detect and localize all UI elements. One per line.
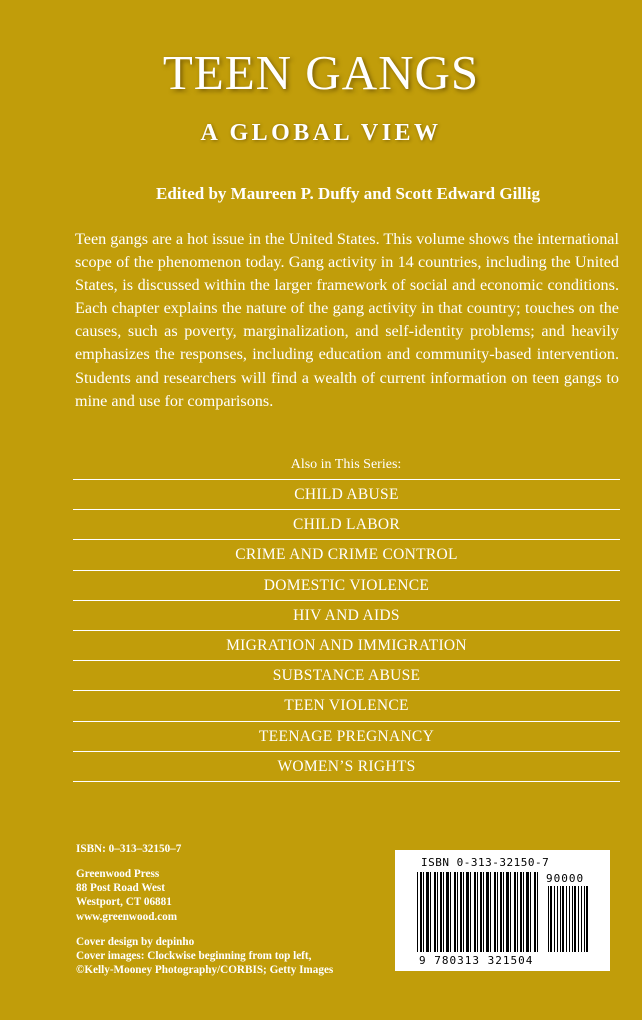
series-list <box>73 479 620 782</box>
series-item: CHILD ABUSE <box>73 480 620 510</box>
series-item: TEENAGE PREGNANCY <box>73 722 620 752</box>
book-title: TEEN GANGS <box>162 45 480 100</box>
series-item: CHILD LABOR <box>73 510 620 540</box>
cover-images-credit-line2: ©Kelly-Mooney Photography/CORBIS; Getty Images <box>76 964 334 977</box>
series-item: SUBSTANCE ABUSE <box>73 661 620 691</box>
cover-design-credit: Cover design by depinho <box>76 936 195 948</box>
ean-barcode-bars <box>417 872 540 952</box>
editors-line: Edited by Maureen P. Duffy and Scott Edward Gillig <box>156 184 540 203</box>
barcode-isbn-label: ISBN 0-313-32150-7 <box>421 856 550 869</box>
description-blurb: Teen gangs are a hot issue in the United States. This volume shows the international scope of the phenomenon today. Gang activity in 14 countries, including the United States, is discussed within the larger framework of social and economic conditions. Each chapter explains the nature of the gang activity in that country; touches on the causes, such as poverty, marginalization, and self-identity problems; and heavily emphasizes the responses, including education and community-based intervention. Students and researchers will find a wealth of current information on teen gangs to mine and use for comparisons. <box>75 230 619 410</box>
series-item: WOMEN’S RIGHTS <box>73 752 620 782</box>
isbn-text: ISBN: 0–313–32150–7 <box>76 843 182 855</box>
barcode-addon-code: 90000 <box>546 872 585 885</box>
series-item: DOMESTIC VIOLENCE <box>73 571 620 601</box>
series-item: CRIME AND CRIME CONTROL <box>73 540 620 570</box>
series-item: HIV AND AIDS <box>73 601 620 631</box>
addon-barcode-bars <box>548 886 588 952</box>
cover-images-credit-line1: Cover images: Clockwise beginning from top left, <box>76 950 312 963</box>
publisher-website: www.greenwood.com <box>76 910 178 923</box>
publisher-block <box>76 867 177 924</box>
publisher-address-line1: 88 Post Road West <box>76 882 165 895</box>
barcode-ean-number: 9 780313 321504 <box>419 954 534 967</box>
publisher-name: Greenwood Press <box>76 868 160 880</box>
book-subtitle: A GLOBAL VIEW <box>200 120 442 146</box>
publisher-address-line2: Westport, CT 06881 <box>76 896 172 909</box>
cover-credits <box>76 935 333 978</box>
series-item: TEEN VIOLENCE <box>73 691 620 721</box>
series-item: MIGRATION AND IMMIGRATION <box>73 631 620 661</box>
barcode-panel <box>395 850 610 971</box>
series-heading: Also in This Series: <box>290 457 402 472</box>
